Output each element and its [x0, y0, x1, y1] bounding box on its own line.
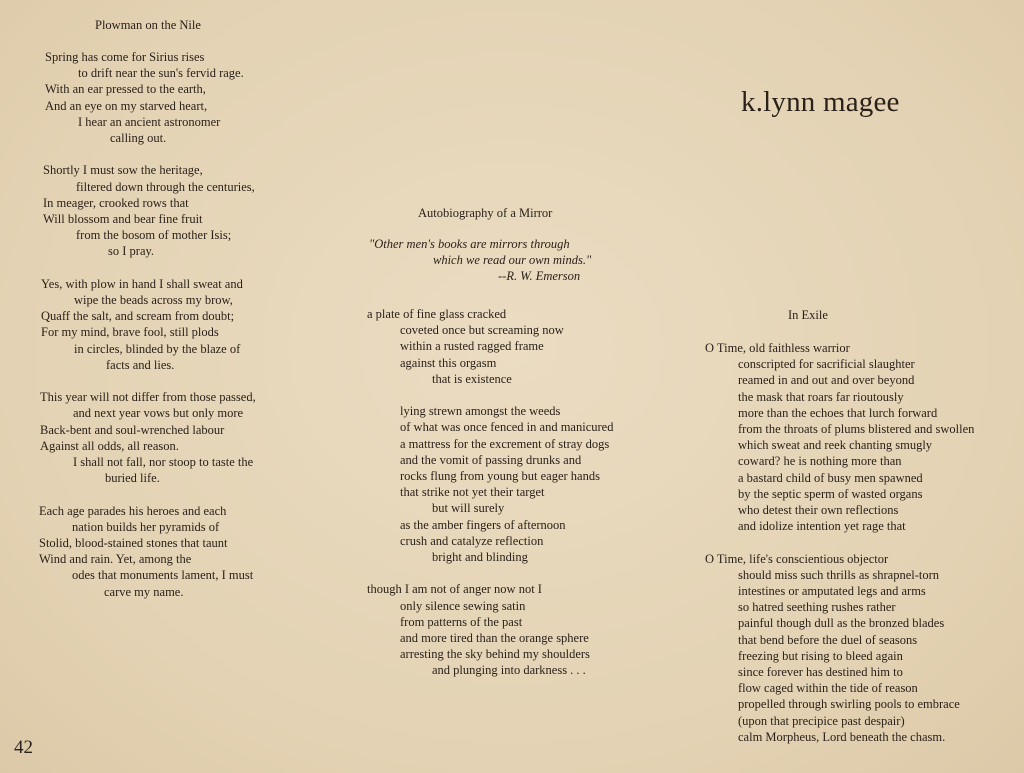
author-name: k.lynn magee: [741, 86, 900, 118]
poem-line: coward? he is nothing more than: [738, 454, 902, 469]
poem-line: carve my name.: [104, 584, 184, 599]
stanza: [39, 49, 256, 146]
poem-line: Against all odds, all reason.: [40, 438, 179, 453]
poem-line: I shall not fall, nor stoop to taste the: [73, 455, 254, 470]
stanza: [39, 276, 256, 373]
poem-line: who detest their own reflections: [738, 503, 899, 518]
poem-title-exile: In Exile: [788, 308, 828, 322]
poem-title-plowman: Plowman on the Nile: [95, 18, 201, 32]
poem-line: since forever has destined him to: [738, 665, 903, 680]
poem-line: as the amber fingers of afternoon: [400, 517, 566, 532]
poem-line: though I am not of anger now not I: [367, 582, 542, 597]
stanza: [39, 162, 256, 259]
poem-title-mirror: Autobiography of a Mirror: [418, 206, 553, 220]
epigraph-line: which we read our own minds.": [433, 253, 592, 268]
poem-line: Back-bent and soul-wrenched labour: [40, 422, 225, 437]
stanza: [367, 306, 613, 387]
poem-line: and the vomit of passing drunks and: [400, 452, 582, 467]
poem-line: flow caged within the tide of reason: [738, 681, 918, 696]
stanza: [39, 389, 256, 486]
poem-line: Wind and rain. Yet, among the: [39, 552, 192, 567]
poem-line: to drift near the sun's fervid rage.: [78, 66, 244, 81]
epigraph: [369, 236, 591, 285]
poem-line: that is existence: [432, 371, 512, 386]
poem-plowman-body: [39, 49, 256, 600]
poem-line: For my mind, brave fool, still plods: [41, 325, 219, 340]
poem-line: (upon that precipice past despair): [738, 713, 905, 728]
poem-line: propelled through swirling pools to embrace: [738, 697, 960, 712]
poem-line: from patterns of the past: [400, 614, 523, 629]
poem-line: odes that monuments lament, I must: [72, 568, 254, 583]
poem-mirror-body: [367, 306, 613, 679]
poem-line: against this orgasm: [400, 355, 497, 370]
poem-line: buried life.: [105, 471, 160, 486]
poem-line: that strike not yet their target: [400, 485, 545, 500]
poem-line: that bend before the duel of seasons: [738, 632, 918, 647]
poem-line: Stolid, blood-stained stones that taunt: [39, 536, 228, 551]
poem-line: Shortly I must sow the heritage,: [43, 163, 203, 178]
poem-line: O Time, old faithless warrior: [705, 341, 850, 355]
poem-line: lying strewn amongst the weeds: [400, 404, 561, 419]
stanza: [367, 581, 613, 678]
poem-line: and plunging into darkness . . .: [432, 663, 586, 678]
poem-line: so I pray.: [108, 244, 155, 259]
poem-line: I hear an ancient astronomer: [78, 114, 221, 129]
poem-line: painful though dull as the bronzed blades: [738, 616, 945, 631]
poem-line: in circles, blinded by the blaze of: [74, 341, 241, 356]
poem-line: calling out.: [110, 131, 167, 146]
stanza: [39, 503, 256, 600]
poem-line: more than the echoes that lurch forward: [738, 405, 938, 420]
poem-line: With an ear pressed to the earth,: [45, 82, 206, 97]
poem-line: but will surely: [432, 501, 505, 516]
poem-line: facts and lies.: [106, 357, 175, 372]
poem-line: of what was once fenced in and manicured: [400, 420, 614, 435]
poem-line: wipe the beads across my brow,: [74, 293, 233, 308]
poem-line: within a rusted ragged frame: [400, 339, 544, 354]
poem-line: Yes, with plow in hand I shall sweat and: [41, 276, 243, 291]
poem-line: O Time, life's conscientious objector: [705, 551, 889, 566]
stanza: [367, 403, 613, 565]
poem-line: Will blossom and bear fine fruit: [43, 212, 203, 227]
poem-line: and idolize intention yet rage that: [738, 519, 906, 534]
poem-line: conscripted for sacrificial slaughter: [738, 357, 915, 372]
poem-line: so hatred seething rushes rather: [738, 600, 896, 615]
poem-line: rocks flung from young but eager hands: [400, 469, 600, 484]
poem-line: Spring has come for Sirius rises: [45, 50, 205, 64]
poem-line: from the bosom of mother Isis;: [76, 228, 232, 243]
poem-line: from the throats of plums blistered and swollen: [738, 422, 975, 437]
poem-line: intestines or amputated legs and arms: [738, 584, 926, 599]
poem-line: crush and catalyze reflection: [400, 533, 544, 548]
page-number: 42: [14, 737, 33, 758]
poem-line: the mask that roars far rioutously: [738, 389, 904, 404]
epigraph-attribution: --R. W. Emerson: [498, 269, 581, 284]
poem-line: by the septic sperm of wasted organs: [738, 486, 923, 501]
poem-line: arresting the sky behind my shoulders: [400, 647, 590, 662]
poem-line: coveted once but screaming now: [400, 323, 564, 338]
poem-line: calm Morpheus, Lord beneath the chasm.: [738, 729, 946, 744]
poem-line: should miss such thrills as shrapnel-torn: [738, 567, 940, 582]
epigraph-line: "Other men's books are mirrors through: [369, 237, 570, 251]
poem-line: which sweat and reek chanting smugly: [738, 438, 933, 453]
poem-line: In meager, crooked rows that: [43, 195, 189, 210]
poem-line: only silence sewing satin: [400, 598, 526, 613]
poem-line: reamed in and out and over beyond: [738, 373, 915, 388]
poem-line: Quaff the salt, and scream from doubt;: [41, 309, 235, 324]
poem-line: and next year vows but only more: [73, 406, 244, 421]
poem-line: nation builds her pyramids of: [72, 519, 220, 534]
stanza: [705, 551, 974, 745]
poem-line: filtered down through the centuries,: [76, 179, 255, 194]
stanza: [705, 340, 974, 534]
poem-exile-body: [705, 340, 974, 745]
poem-line: This year will not differ from those passed,: [40, 390, 256, 405]
poem-line: bright and blinding: [432, 550, 528, 565]
poem-line: And an eye on my starved heart,: [45, 98, 208, 113]
poem-line: a bastard child of busy men spawned: [738, 470, 923, 485]
poem-line: and more tired than the orange sphere: [400, 631, 589, 646]
poem-line: a plate of fine glass cracked: [367, 307, 507, 321]
poem-line: freezing but rising to bleed again: [738, 648, 903, 663]
poem-line: Each age parades his heroes and each: [39, 503, 227, 518]
poem-line: a mattress for the excrement of stray dogs: [400, 436, 610, 451]
